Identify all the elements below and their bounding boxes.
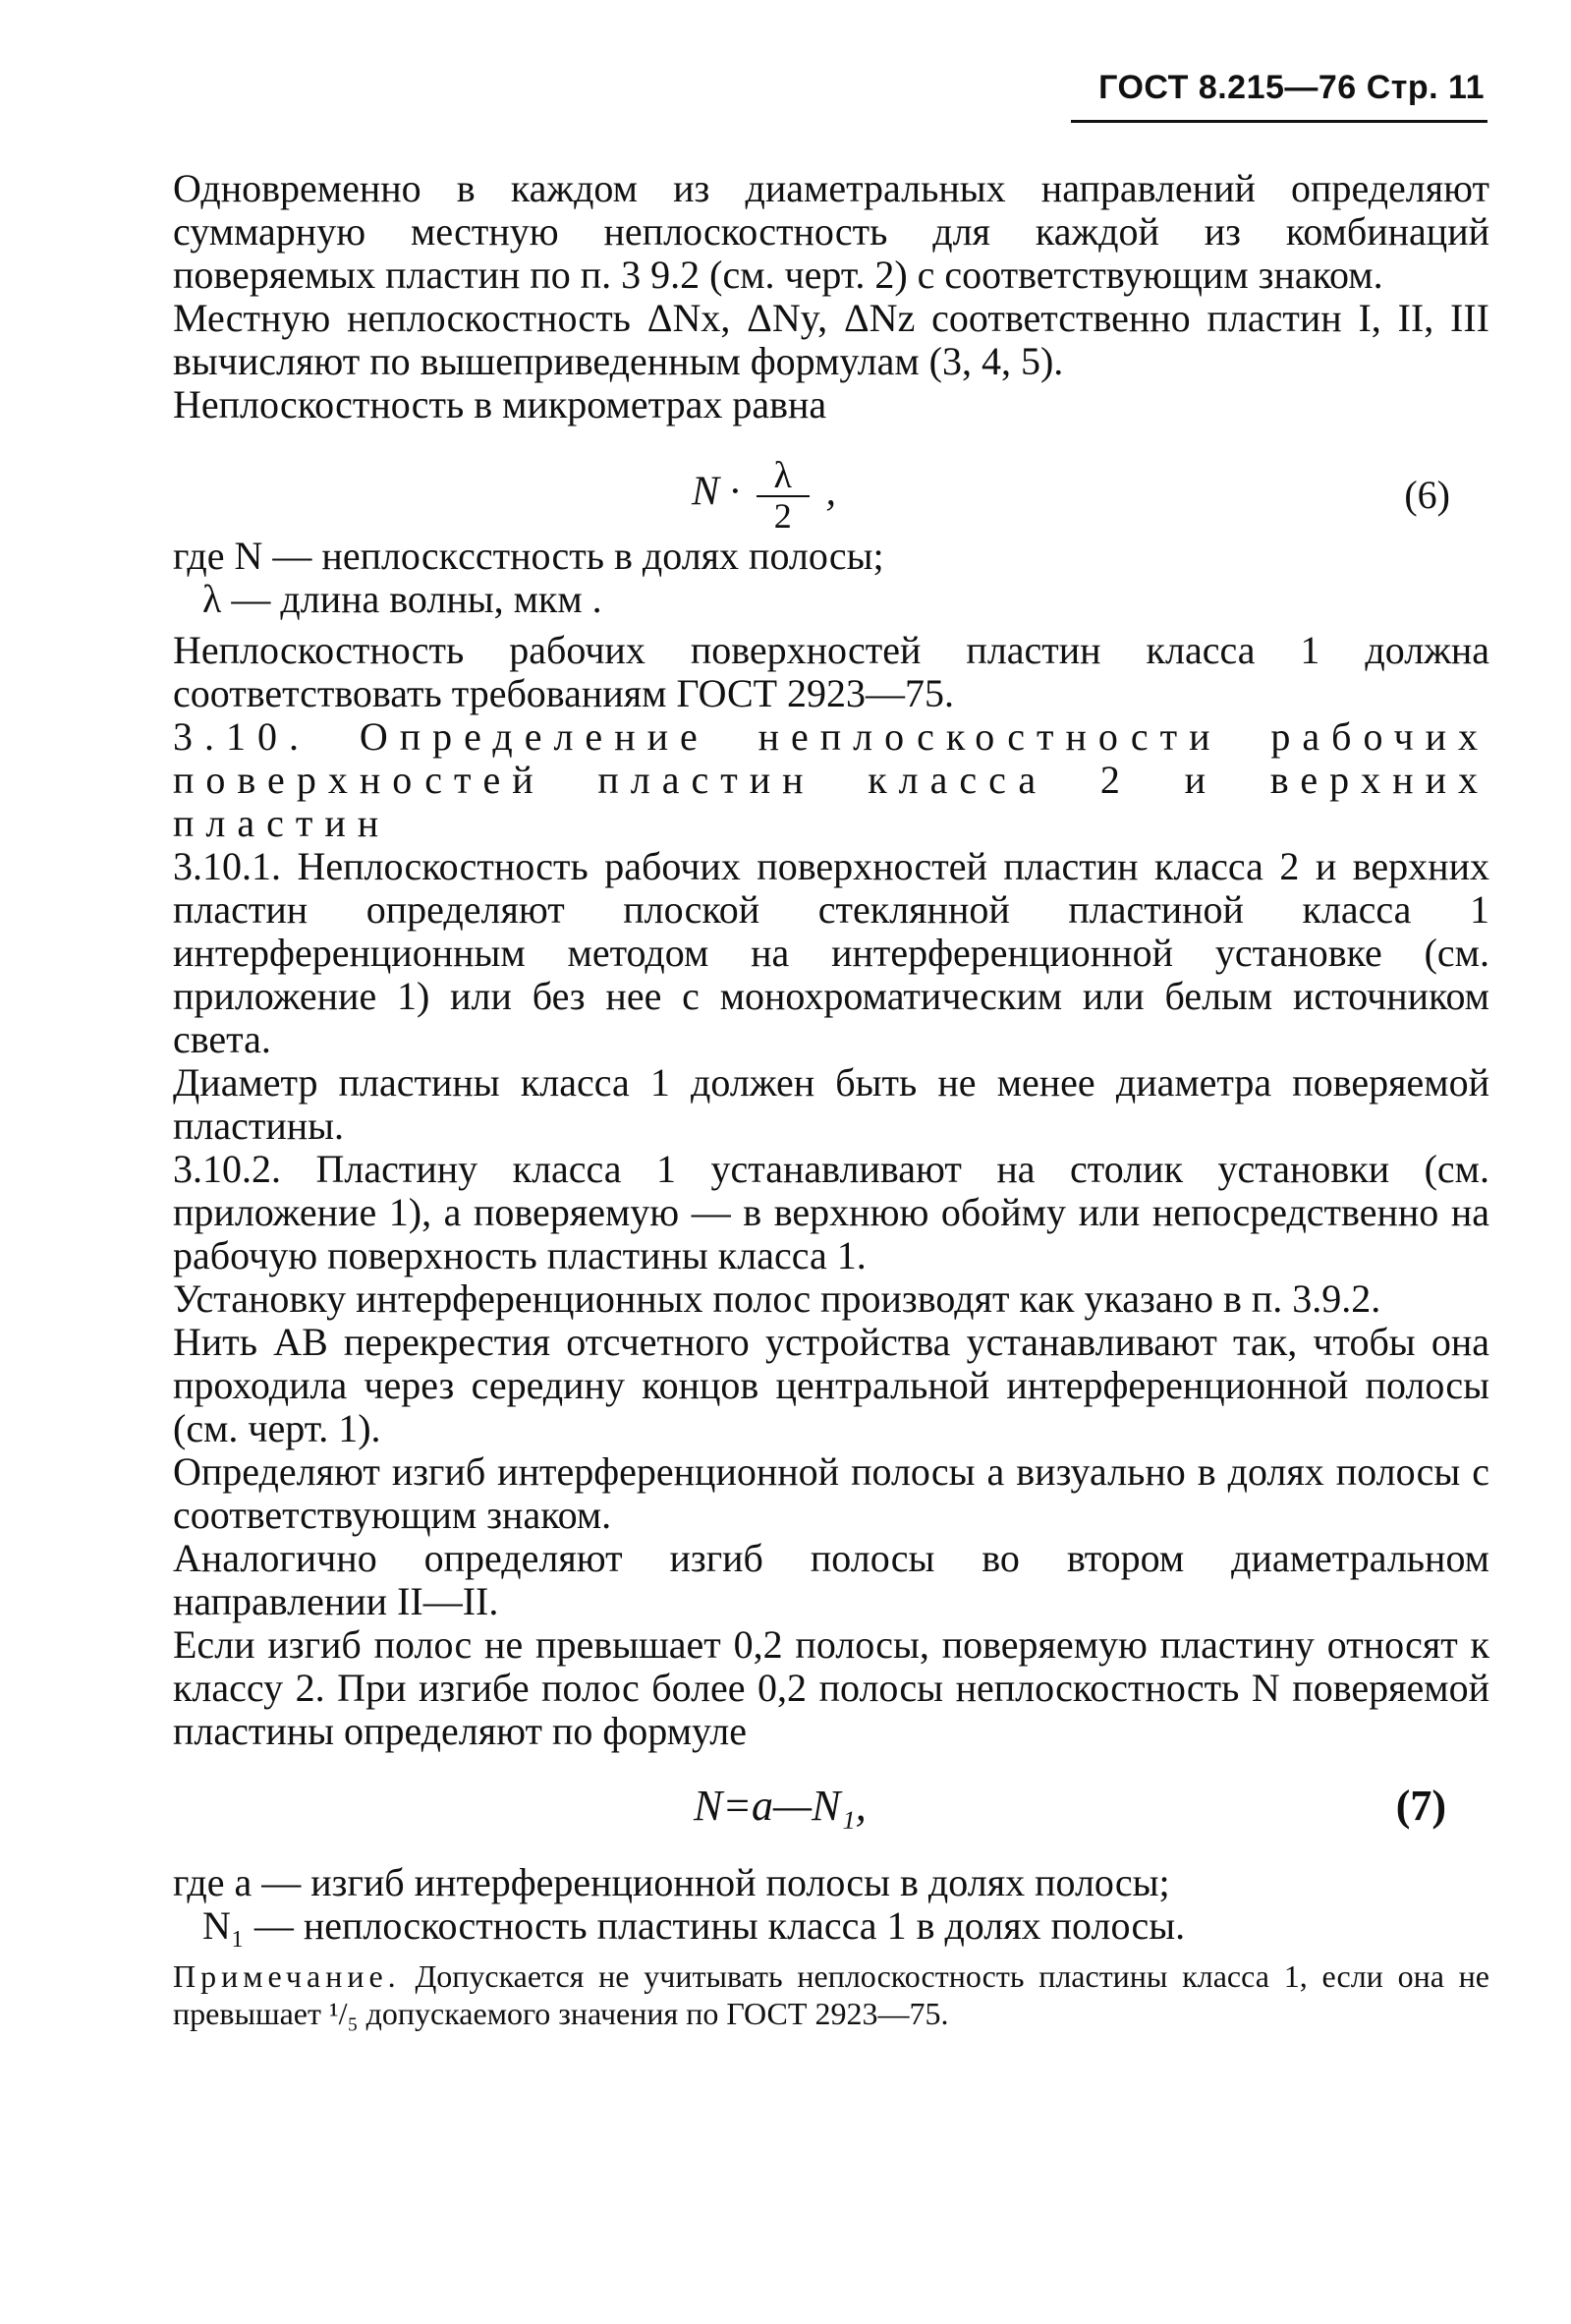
paragraph: Одновременно в каждом из диаметральных направлений определяют суммарную местную неплоскостность для каждой из комбинаций поверяемых пластин по п. 3 9.2 (см. черт. 2) с соответствующим знаком. — [173, 166, 1489, 297]
header-page: Стр. 11 — [1366, 69, 1485, 106]
where-line: где а — изгиб интерференционной полосы в долях полосы; — [173, 1860, 1170, 1904]
formula-6 — [173, 434, 1489, 536]
where-line: λ — длина волны, мкм . — [202, 577, 602, 621]
formula-6-number: (6) — [1404, 473, 1450, 517]
formula-6-numerator: λ — [757, 456, 810, 497]
page-header — [1098, 69, 1485, 107]
header-rule — [1071, 120, 1487, 123]
formula-6-lhs: N · — [692, 469, 741, 515]
where-line: где N — неплоскcстность в долях полосы; — [173, 534, 884, 578]
paragraph: 3.10.1. Неплоскостность рабочих поверхностей пластин класса 2 и верхних пластин определяют плоской стеклянной пластиной класса 1 интерференционным методом на интерференционной установке (см. приложение 1) или без нее с монохроматическим или белым источником света. — [173, 844, 1489, 1061]
paragraph: Неплоскостность в микрометрах равна — [173, 382, 827, 426]
section-heading: 3.10. Определение неплоскостности рабочих поверхностей пластин класса 2 и верхних пластин — [173, 714, 1489, 845]
page-body — [173, 167, 1489, 2032]
paragraph: 3.10.2. Пластину класса 1 устанавливают на столик установки (см. приложение 1), а поверяемую — в верхнюю обойму или непосредственно на рабочую поверхность пластины класса 1. — [173, 1147, 1489, 1277]
paragraph: Диаметр пластины класса 1 должен быть не менее диаметра поверяемой пластины. — [173, 1060, 1489, 1148]
paragraph: Определяют изгиб интерференционной полосы а визуально в долях полосы с соответствующим знаком. — [173, 1449, 1489, 1537]
formula-6-fraction — [757, 456, 810, 535]
formula-6-expression — [692, 456, 836, 535]
formula-6-denominator: 2 — [773, 496, 792, 536]
formula-7 — [173, 1761, 1489, 1855]
formula-6-tail: , — [825, 469, 836, 515]
note-label: Примечание. — [173, 1958, 401, 1994]
paragraph: Если изгиб полос не превышает 0,2 полосы, поверяемую пластину относят к классу 2. При изгибе полос более 0,2 полосы неплоскостность N поверяемой пластины определяют по формуле — [173, 1622, 1489, 1753]
formula-7-number: (7) — [1395, 1782, 1446, 1830]
where-line: N₁ — неплоскостность пластины класса 1 в долях полосы. — [202, 1903, 1186, 1948]
header-title: ГОСТ 8.215—76 — [1098, 69, 1357, 106]
footnote — [173, 1957, 1489, 2032]
paragraph: Аналогично определяют изгиб полосы во втором диаметральном направлении II—II. — [173, 1536, 1489, 1623]
paragraph: Установку интерференционных полос производят как указано в п. 3.9.2. — [173, 1276, 1381, 1321]
paragraph: Местную неплоскостность ΔNx, ΔNy, ΔNz соответственно пластин I, II, III вычисляют по вышеприведенным формулам (3, 4, 5). — [173, 296, 1489, 383]
paragraph: Неплоскостность рабочих поверхностей пластин класса 1 должна соответствовать требованиям ГОСТ 2923—75. — [173, 628, 1489, 715]
formula-7-expression: N=a—N₁, — [694, 1782, 867, 1830]
note-text: Допускается не учитывать неплоскостность пластины класса 1, если она не превышает ¹/₅ допускаемого значения по ГОСТ 2923—75. — [173, 1958, 1490, 2031]
paragraph: Нить АВ перекрестия отсчетного устройства устанавливают так, чтобы она проходила через середину концов центральной интерференционной полосы (см. черт. 1). — [173, 1320, 1489, 1450]
